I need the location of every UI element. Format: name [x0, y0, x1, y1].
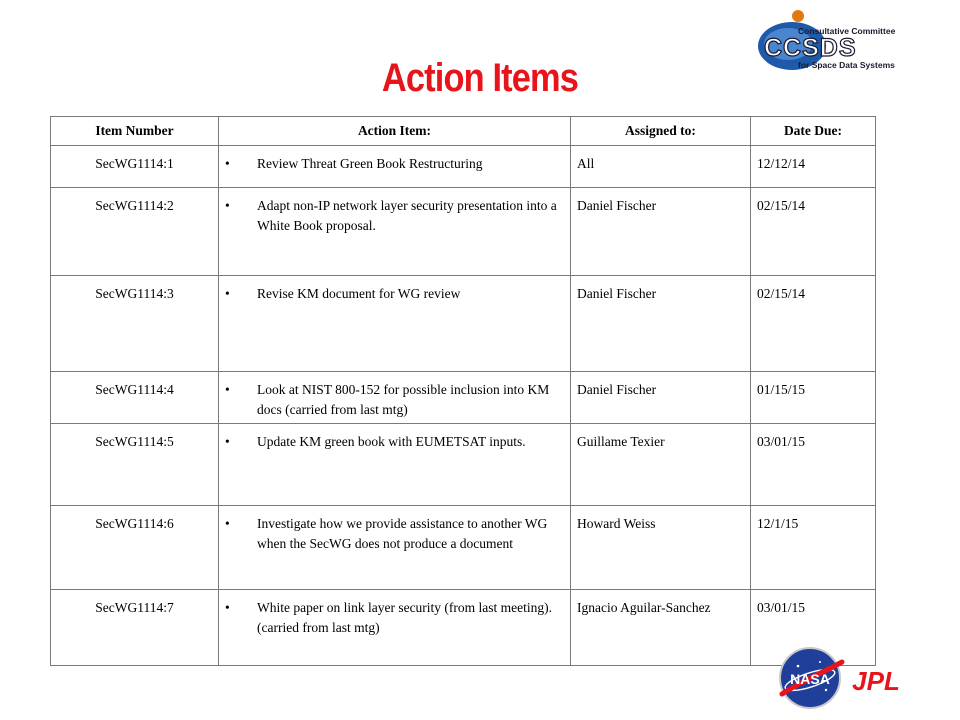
bullet: • — [225, 434, 230, 449]
item-number: SecWG1114:1 — [51, 146, 219, 188]
slide-title: Action Items — [381, 56, 579, 100]
action-items-table — [50, 116, 876, 666]
jpl-logo: JPL — [852, 666, 900, 696]
table-row — [51, 506, 876, 590]
assigned-to: Daniel Fischer — [571, 188, 751, 276]
table-row — [51, 188, 876, 276]
nasa-logo — [780, 648, 842, 708]
table-row — [51, 276, 876, 372]
action-item — [219, 506, 571, 590]
ccsds-logo-orange-dot — [792, 10, 804, 22]
date-due: 12/1/15 — [751, 506, 876, 590]
item-number: SecWG1114:2 — [51, 188, 219, 276]
ccsds-logo-line2: for Space Data Systems — [798, 60, 895, 70]
action-text: Update KM green book with EUMETSAT inputs. — [257, 434, 526, 449]
action-text: Look at NIST 800-152 for possible inclusion into KM docs (carried from last mtg) — [257, 382, 550, 417]
bullet: • — [225, 516, 230, 531]
action-item — [219, 276, 571, 372]
action-item — [219, 590, 571, 666]
item-number: SecWG1114:4 — [51, 372, 219, 424]
header-assigned-to: Assigned to: — [571, 117, 751, 146]
action-item — [219, 424, 571, 506]
date-due: 03/01/15 — [751, 590, 876, 666]
item-number: SecWG1114:7 — [51, 590, 219, 666]
date-due: 01/15/15 — [751, 372, 876, 424]
assigned-to: Guillame Texier — [571, 424, 751, 506]
action-item — [219, 372, 571, 424]
action-text: Review Threat Green Book Restructuring — [257, 156, 483, 171]
date-due: 03/01/15 — [751, 424, 876, 506]
ccsds-logo — [752, 4, 904, 74]
table-header-row — [51, 117, 876, 146]
item-number: SecWG1114:6 — [51, 506, 219, 590]
ccsds-logo-wordmark: CCSDS — [764, 34, 857, 62]
action-item — [219, 188, 571, 276]
bullet: • — [225, 286, 230, 301]
nasa-logo-text: NASA — [790, 671, 830, 687]
action-text: Investigate how we provide assistance to another WG when the SecWG does not produce a document — [257, 516, 548, 551]
assigned-to: All — [571, 146, 751, 188]
bullet: • — [225, 198, 230, 213]
bullet: • — [225, 156, 230, 171]
table-row — [51, 146, 876, 188]
nasa-jpl-logos — [776, 644, 916, 712]
action-text: Adapt non-IP network layer security presentation into a White Book proposal. — [257, 198, 557, 233]
assigned-to: Daniel Fischer — [571, 276, 751, 372]
action-text: White paper on link layer security (from last meeting). (carried from last mtg) — [257, 600, 553, 635]
header-date-due: Date Due: — [751, 117, 876, 146]
bullet: • — [225, 600, 230, 615]
table-row — [51, 424, 876, 506]
table-row — [51, 372, 876, 424]
date-due: 02/15/14 — [751, 188, 876, 276]
ccsds-logo-line1: Consultative Committee — [798, 26, 896, 36]
date-due: 02/15/14 — [751, 276, 876, 372]
action-text: Revise KM document for WG review — [257, 286, 461, 301]
action-item — [219, 146, 571, 188]
bullet: • — [225, 382, 230, 397]
table-row — [51, 590, 876, 666]
assigned-to: Ignacio Aguilar-Sanchez — [571, 590, 751, 666]
assigned-to: Daniel Fischer — [571, 372, 751, 424]
item-number: SecWG1114:5 — [51, 424, 219, 506]
assigned-to: Howard Weiss — [571, 506, 751, 590]
header-action-item: Action Item: — [219, 117, 571, 146]
date-due: 12/12/14 — [751, 146, 876, 188]
item-number: SecWG1114:3 — [51, 276, 219, 372]
header-item-number: Item Number — [51, 117, 219, 146]
